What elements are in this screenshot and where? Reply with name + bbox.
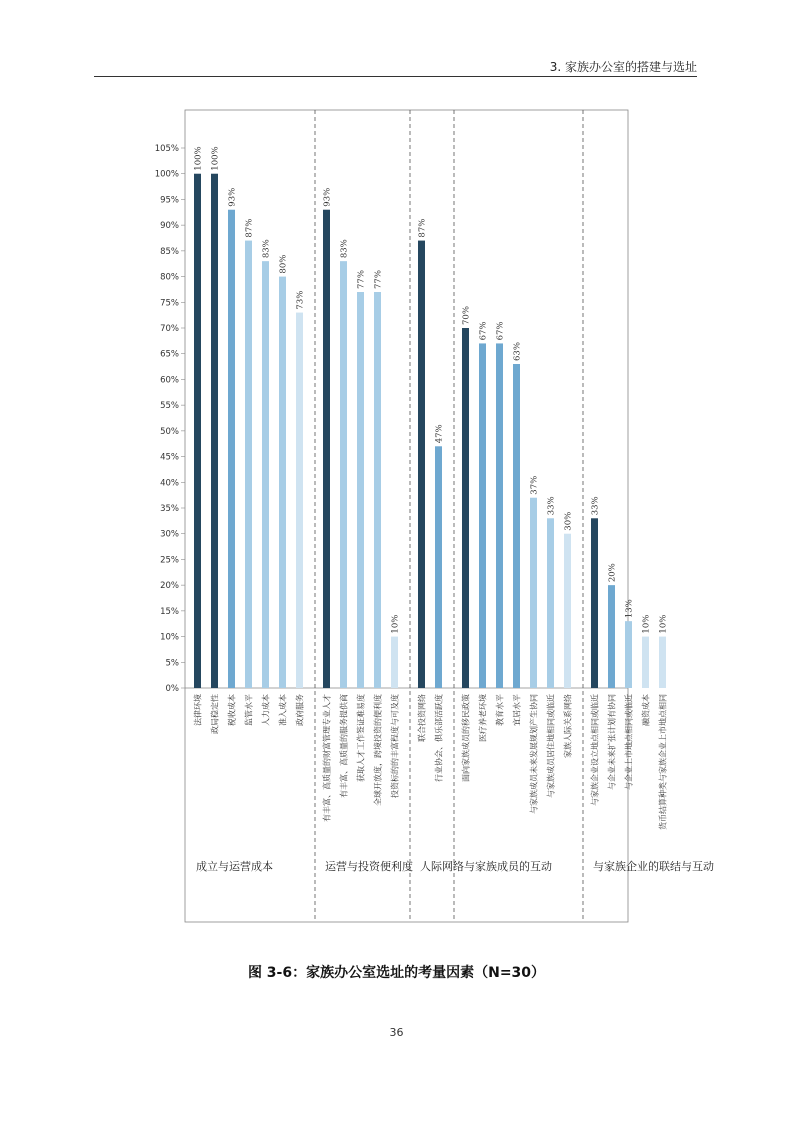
bar — [479, 343, 486, 688]
y-tick-label: 80% — [160, 272, 179, 283]
y-tick-label: 75% — [160, 298, 179, 309]
bar — [211, 174, 218, 688]
category-label: 法律环境 — [193, 694, 203, 726]
category-label: 有丰富、高质量的财富管理专业人才 — [322, 694, 332, 822]
category-label: 与企业未来扩张计划有协同 — [607, 694, 617, 790]
bar — [296, 313, 303, 688]
y-tick-label: 100% — [154, 169, 179, 180]
y-tick-label: 95% — [160, 195, 179, 206]
data-label: 63% — [512, 342, 523, 361]
category-label: 政局稳定性 — [210, 694, 220, 734]
y-tick-label: 40% — [160, 478, 179, 489]
data-label: 73% — [295, 290, 306, 310]
data-label: 83% — [261, 239, 272, 259]
bar — [279, 277, 286, 688]
data-label: 33% — [590, 496, 601, 516]
category-label: 准入成本 — [278, 694, 288, 726]
category-label: 联合投资网络 — [417, 694, 427, 742]
bar — [564, 534, 571, 688]
bar — [194, 174, 201, 688]
y-tick-label: 90% — [160, 221, 179, 232]
category-label: 货币结算种类与家族企业上市地点相同 — [658, 694, 668, 830]
data-label: 10% — [658, 614, 669, 634]
data-label: 33% — [546, 496, 557, 516]
data-label: 93% — [227, 187, 238, 207]
group-label: 与家族成员的互动 — [464, 860, 552, 873]
y-tick-label: 5% — [165, 658, 179, 669]
data-label: 77% — [373, 270, 384, 289]
group-label: 成立与运营成本 — [196, 860, 273, 873]
category-label: 宜居水平 — [512, 694, 522, 726]
bar — [435, 446, 442, 688]
group-label: 运营与投资便利度 — [325, 860, 413, 873]
category-label: 有丰富、高质量的服务提供商 — [339, 694, 349, 798]
data-label: 80% — [278, 254, 289, 274]
category-label: 税收成本 — [227, 694, 237, 726]
category-label: 医疗养老环境 — [478, 694, 488, 742]
category-label: 与家族成员未来发展规划产生协同 — [529, 694, 539, 814]
bar — [462, 328, 469, 688]
y-tick-label: 45% — [160, 452, 179, 463]
data-label: 30% — [563, 511, 574, 531]
y-tick-label: 70% — [160, 324, 179, 334]
category-label: 面向家族成员的移民政策 — [461, 694, 471, 782]
y-tick-label: 15% — [160, 606, 179, 617]
bar — [547, 518, 554, 688]
y-tick-label: 20% — [160, 581, 179, 592]
y-tick-label: 0% — [165, 684, 179, 694]
y-tick-label: 35% — [160, 504, 179, 514]
category-label: 与家族成员居住地相同或临近 — [546, 694, 556, 798]
bar — [245, 241, 252, 688]
data-label: 67% — [478, 321, 489, 341]
data-label: 77% — [356, 270, 367, 289]
y-tick-label: 85% — [160, 246, 179, 257]
group-label: 与家族企业的联结与互动 — [593, 860, 714, 873]
category-label: 教育水平 — [495, 694, 505, 726]
bar — [262, 261, 269, 688]
data-label: 87% — [244, 218, 255, 238]
y-tick-label: 30% — [160, 529, 179, 540]
data-label: 70% — [461, 306, 472, 325]
bar — [357, 292, 364, 688]
category-label: 人力成本 — [261, 694, 271, 726]
bar — [418, 241, 425, 688]
y-tick-label: 105% — [154, 144, 179, 154]
data-label: 20% — [607, 563, 618, 583]
y-tick-label: 65% — [160, 349, 179, 360]
data-label: 100% — [210, 146, 221, 171]
category-label: 投资标的的丰富程度与可及度 — [390, 694, 400, 798]
y-tick-label: 50% — [160, 426, 179, 437]
bar — [391, 637, 398, 688]
category-label: 家族人际关系网络 — [563, 694, 573, 758]
y-tick-label: 25% — [160, 555, 179, 566]
y-tick-label: 60% — [160, 375, 179, 386]
bar — [513, 364, 520, 688]
category-label: 融资成本 — [641, 694, 651, 726]
category-label: 政府服务 — [295, 694, 305, 726]
data-label: 10% — [390, 614, 401, 634]
y-tick-label: 10% — [160, 632, 179, 643]
data-label: 87% — [417, 218, 428, 238]
bar — [530, 498, 537, 688]
bar — [228, 210, 235, 688]
bar — [625, 621, 632, 688]
bar — [608, 585, 615, 688]
data-label: 93% — [322, 187, 333, 207]
bar — [591, 518, 598, 688]
data-label: 100% — [193, 146, 204, 171]
bar — [323, 210, 330, 688]
category-label: 监管水平 — [244, 694, 254, 726]
data-label: 10% — [641, 614, 652, 634]
category-label: 与企业上市地点相同或临近 — [624, 694, 634, 790]
category-label: 全球开放度，跨境投资的便利度 — [373, 694, 383, 806]
category-label: 获取人才工作签证难易度 — [356, 694, 366, 782]
bar — [496, 343, 503, 688]
data-label: 47% — [434, 424, 445, 444]
bar — [340, 261, 347, 688]
category-label: 行业协会、俱乐部活跃度 — [434, 694, 444, 782]
category-label: 与家族企业设立地点相同或临近 — [590, 694, 600, 806]
data-label: 67% — [495, 321, 506, 341]
page-number: 36 — [389, 1026, 404, 1039]
data-label: 13% — [624, 599, 635, 619]
data-label: 37% — [529, 475, 540, 495]
y-tick-label: 55% — [160, 401, 179, 412]
bar — [659, 637, 666, 688]
data-label: 83% — [339, 239, 350, 259]
figure-caption: 图 3-6：家族办公室选址的考量因素（N=30） — [247, 965, 546, 981]
group-label: 人际网络 — [420, 860, 464, 873]
bar — [374, 292, 381, 688]
bar — [642, 637, 649, 688]
running-header: 3. 家族办公室的搭建与选址 — [549, 60, 697, 74]
